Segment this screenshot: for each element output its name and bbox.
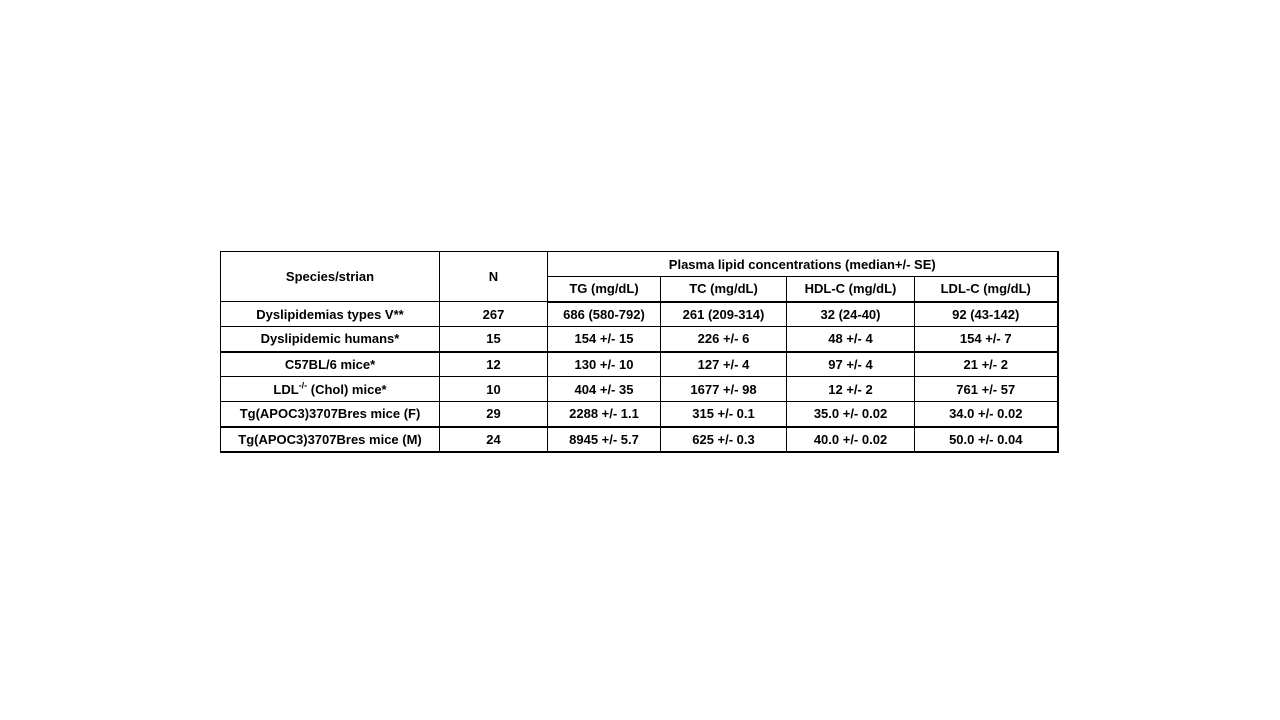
header-n: N [440,252,548,302]
species-superscript: -/- [298,380,308,391]
cell-ldl: 92 (43-142) [915,302,1058,327]
cell-ldl: 34.0 +/- 0.02 [915,402,1058,427]
cell-n: 12 [440,352,548,377]
cell-tg: 2288 +/- 1.1 [548,402,661,427]
lipid-table [220,251,1059,453]
cell-tc: 1677 +/- 98 [661,377,787,402]
cell-ldl: 154 +/- 7 [915,327,1058,352]
cell-tg: 8945 +/- 5.7 [548,427,661,452]
cell-n: 29 [440,402,548,427]
cell-hdl: 35.0 +/- 0.02 [787,402,915,427]
header-group: Plasma lipid concentrations (median+/- SE) [548,252,1058,277]
cell-species: Dyslipidemic humans* [221,327,440,352]
cell-species: Tg(APOC3)3707Bres mice (M) [221,427,440,452]
table-row [221,377,1058,402]
cell-tg: 130 +/- 10 [548,352,661,377]
cell-tc: 315 +/- 0.1 [661,402,787,427]
cell-tg: 154 +/- 15 [548,327,661,352]
cell-hdl: 97 +/- 4 [787,352,915,377]
table-row [221,427,1058,452]
cell-n: 267 [440,302,548,327]
cell-hdl: 40.0 +/- 0.02 [787,427,915,452]
cell-species: C57BL/6 mice* [221,352,440,377]
cell-tc: 226 +/- 6 [661,327,787,352]
header-ldl: LDL-C (mg/dL) [915,277,1058,302]
cell-hdl: 32 (24-40) [787,302,915,327]
cell-ldl: 761 +/- 57 [915,377,1058,402]
cell-species [221,377,440,402]
species-suffix: (Chol) mice* [307,381,387,397]
species-prefix: LDL [273,381,299,397]
cell-species: Dyslipidemias types V** [221,302,440,327]
cell-hdl: 12 +/- 2 [787,377,915,402]
header-tc: TC (mg/dL) [661,277,787,302]
cell-n: 10 [440,377,548,402]
lipid-table-container [220,251,1059,453]
table-row [221,302,1058,327]
header-hdl: HDL-C (mg/dL) [787,277,915,302]
header-row-1 [221,252,1058,277]
cell-tg: 686 (580-792) [548,302,661,327]
cell-hdl: 48 +/- 4 [787,327,915,352]
cell-species: Tg(APOC3)3707Bres mice (F) [221,402,440,427]
cell-tc: 261 (209-314) [661,302,787,327]
cell-tc: 625 +/- 0.3 [661,427,787,452]
cell-ldl: 21 +/- 2 [915,352,1058,377]
header-tg: TG (mg/dL) [548,277,661,302]
cell-n: 24 [440,427,548,452]
table-row [221,352,1058,377]
header-species: Species/strian [221,252,440,302]
cell-tg: 404 +/- 35 [548,377,661,402]
cell-tc: 127 +/- 4 [661,352,787,377]
cell-n: 15 [440,327,548,352]
table-row [221,327,1058,352]
cell-ldl: 50.0 +/- 0.04 [915,427,1058,452]
table-row [221,402,1058,427]
